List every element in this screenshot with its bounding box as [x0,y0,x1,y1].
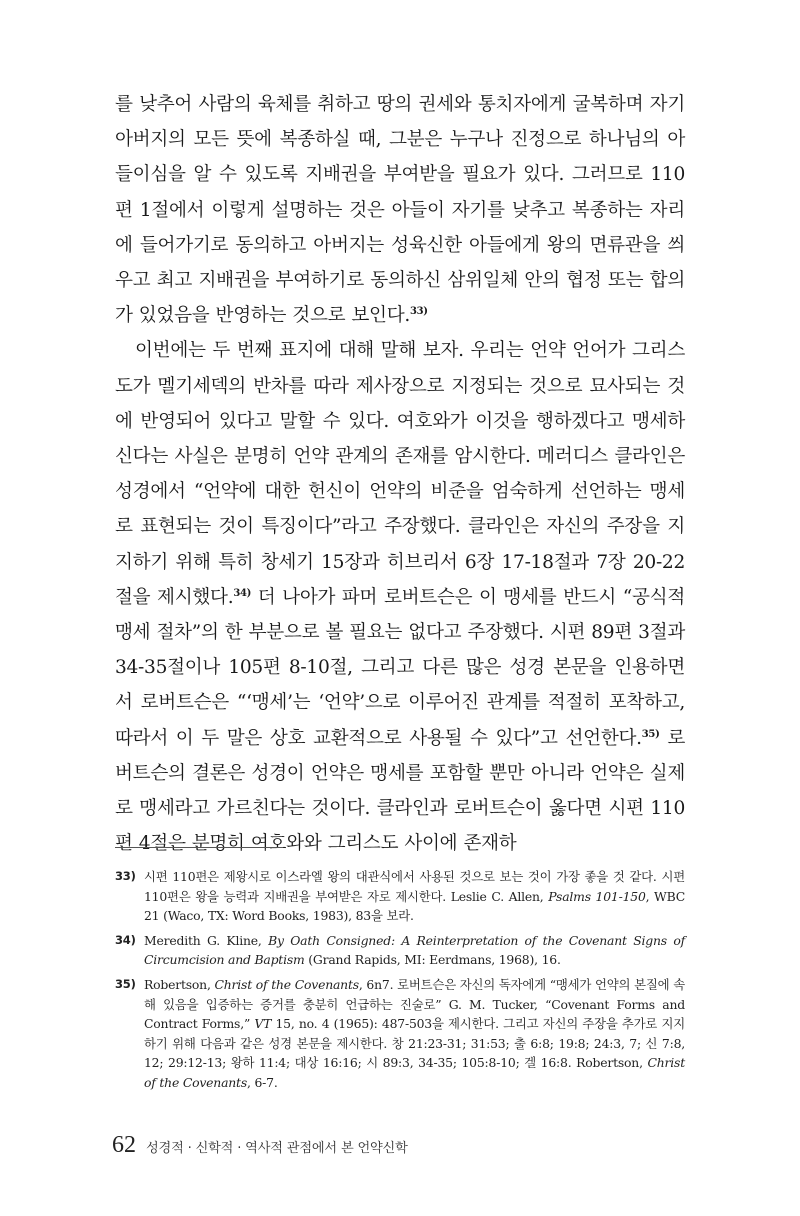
footnote-divider [115,847,283,848]
running-title: 성경적 · 신학적 · 역사적 관점에서 본 언약신학 [146,1141,408,1156]
footnote-number: 34) [115,932,136,947]
text-run: 15, no. 4 (1965): 487-503을 제시한다. 그리고 자신의 주장을 추가로 지지하기 위해 다음과 같은 성경 본문을 제시한다. 창 21:23-31; 31:53; 출 6:8; 19:8; 24:3, 7; 신 7:8, 12; 29:12-13; 왕하 11:4; 대상 16:16; 시 89:3, 34-35; 105:8-10; 겔 16:8. Robertson, [144,1016,685,1071]
footnote-text [144,931,685,970]
italic-title: Christ of the Covenants [214,976,359,992]
text-run: , 6-7. [246,1074,278,1090]
italic-title: VT [254,1016,272,1032]
text-run: 이번에는 두 번째 표지에 대해 말해 보자. 우리는 언약 언어가 그리스도가 멜기세덱의 반차를 따라 제사장으로 지정되는 것으로 묘사되는 것에 반영되어 있다고 말할 수 있다. 여호와가 이것을 행하겠다고 맹세하신다는 사실은 분명히 언약 관계의 존재를 암시한다. 메러디스 클라인은 성경에서 “언약에 대한 헌신이 언약의 비준을 엄숙하게 선언하는 맹세로 표현되는 것이 특징이다”라고 주장했다. 클라인은 자신의 주장을 지지하기 위해 특히 창세기 15장과 히브리서 6장 17-18절과 7장 20-22절을 제시했다. [115,340,685,608]
footnote-text [144,975,685,1093]
paragraph [115,333,685,861]
footnote-marker: 35) [641,728,660,740]
body-text [115,87,685,861]
footnote [115,867,685,926]
text-run: Meredith G. Kline, [144,932,269,948]
text-run: 더 나아가 파머 로버트슨은 이 맹세를 반드시 “공식적 맹세 절차”의 한 부분으로 볼 필요는 없다고 주장했다. 시편 89편 3절과 34-35절이나 105편 8-10절, 그리고 다른 많은 성경 본문을 인용하면서 로버트슨은 “‘맹세’는 ‘언약’으로 이루어진 관계를 적절히 포착하고, 따라서 이 두 말은 상호 교환적으로 사용될 수 있다”고 선언한다. [115,586,685,749]
footnote-marker: 33) [409,306,428,318]
text-run: , 6n7. 로버트슨은 자신의 독자에게 “맹세가 언약의 본질에 속해 있음을 입증하는 증거를 충분히 언급하는 진술로” G. M. Tucker, “Covenant Forms and Contract Forms,” [144,976,685,1032]
text-run: Robertson, [144,976,215,992]
italic-title: Psalms 101-150 [548,888,646,904]
page-number: 62 [112,1132,136,1158]
text-run: , WBC 21 (Waco, TX: Word Books, 1983), 83을 보라. [144,888,685,924]
page-footer [112,1132,408,1159]
footnote-number: 33) [115,869,136,883]
footnotes [115,867,685,1098]
text-run: (Grand Rapids, MI: Eerdmans, 1968), 16. [304,952,561,968]
footnote-number: 35) [115,976,136,991]
text-run: 시편 110편은 제왕시로 이스라엘 왕의 대관식에서 사용된 것으로 보는 것이 가장 좋을 것 같다. 시편 110편은 왕을 능력과 지배권을 부여받은 자로 제시한다. Leslie C. Allen, [144,869,685,904]
italic-title: Christ of the Covenants [144,1055,685,1090]
italic-title: By Oath Consigned: A Reinterpretation of the Covenant Signs of Circumcision and Baptism [144,932,685,968]
footnote-marker: 34) [233,587,252,599]
text-run: 를 낮추어 사람의 육체를 취하고 땅의 권세와 통치자에게 굴복하며 자기 아버지의 모든 뜻에 복종하실 때, 그분은 누구나 진정으로 하나님의 아들이심을 알 수 있도록 지배권을 부여받을 필요가 있다. 그러므로 110편 1절에서 이렇게 설명하는 것은 아들이 자기를 낮추고 복종하는 자리에 들어가기로 동의하고 아버지는 성육신한 아들에게 왕의 면류관을 씌우고 최고 지배권을 부여하기로 동의하신 삼위일체 안의 협정 또는 합의가 있었음을 반영하는 것으로 보인다. [115,94,685,327]
footnote-text [144,867,685,926]
footnote [115,931,685,970]
paragraph [115,87,685,333]
text-run: 로버트슨의 결론은 성경이 언약은 맹세를 포함할 뿐만 아니라 언약은 실제로 맹세라고 가르친다는 것이다. 클라인과 로버트슨이 옳다면 시편 110편 4절은 분명히 여호와와 그리스도 사이에 존재하 [115,727,685,855]
footnote [115,975,685,1093]
